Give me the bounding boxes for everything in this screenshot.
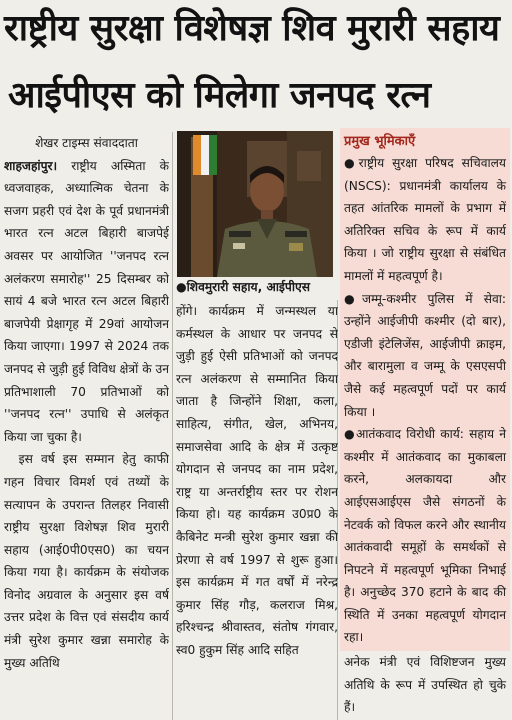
column-divider — [172, 132, 173, 720]
sidebar-item: ●राष्ट्रीय सुरक्षा परिषद सचिवालय (NSCS): प्रधानमंत्री कार्यालय के तहत आंतरिक मामलों के प्रभाग में अतिरिक्त सचिव के रूप में कार्य किया । जो राष्ट्रीय सुरक्षा से संबंधित मामलों में महत्वपूर्ण है। — [344, 156, 506, 283]
article-column-2 — [176, 300, 338, 720]
article-paragraph: इस वर्ष इस सम्मान हेतु काफी गहन विचार विमर्श एवं तथ्यों के सत्यापन के उपरान्त तिलहर निवासी राष्ट्रीय सुरक्षा विशेषज्ञ शिव मुरारी सहाय (आई0पी0एस0) का चयन किया गया है। कार्यक्रम के संयोजक विनोद अग्रवाल के अनुसार इस वर्ष उत्तर प्रदेश के वित्त एवं संसदीय कार्य मंत्री सुरेश कुमार खन्ना समारोह के मुख्य अतिथि — [4, 452, 169, 670]
article-text: राष्ट्रीय अस्मिता के ध्वजवाहक, अध्यात्मिक चेतना के सजग प्रहरी एवं देश के पूर्व प्रधानमंत्री भारत रत्न अटल बिहारी बाजपेई अवसर पर आयोजित ''जनपद रत्न अलंकरण समारोह'' 25 दिसम्बर को सायं 4 बजे भारत रत्न अटल बिहारी बाजपेयी प्रेक्षागृह में 29वां आयोजन किया जाएगा। 1997 से 2024 तक जनपद से जुड़ी हुई विविध क्षेत्रों के उन प्रतिभाशाली 70 प्रतिभाओं को ''जनपद रत्न'' उपाधि से अलंकृत किया जा चुका है। — [4, 158, 169, 444]
key-roles-sidebar — [340, 128, 510, 651]
dateline: शाहजहांपुर। — [4, 158, 58, 173]
article-column-3 — [340, 128, 510, 720]
headline-line-2: आईपीएस को मिलेगा जनपद रत्न — [8, 75, 431, 116]
article-paragraph: होंगे। कार्यक्रम में जन्मस्थल या कर्मस्थल के आधार पर जनपद से जुड़ी हुई ऐसी प्रतिभाओं को जनपद रत्न अलंकरण से सम्मानित किया जाता है जिन्होंने शिक्षा, कला, साहित्य, संगीत, खेल, अभिनय, समाजसेवा आदि के क्षेत्र में उत्कृष्ट योगदान से जनपद का नाम प्रदेश, राष्ट्र या अन्तर्राष्ट्रीय स्तर पर रोशन किया हो। यह कार्यक्रम उ0प्र0 के कैबिनेट मन्त्री सुरेश कुमार खन्ना की प्रेरणा से वर्ष 1997 से शुरू हुआ। इस कार्यक्रम में गत वर्षों में नरेन्द्र कुमार सिंह गौड़, कलराज मिश्र, हरिश्चन्द्र श्रीवास्तव, संतोष गंगवार, स्व0 हुकुम सिंह आदि सहित — [176, 304, 338, 657]
portrait-photo — [177, 131, 333, 277]
sidebar-item: ●जम्मू-कश्मीर पुलिस में सेवा: उन्होंने आईजीपी कश्मीर (दो बार), एडीजी इंटेलिजेंस, आईजीपी क्राइम, और बारामुला व जम्मू के एसएसपी जैसे कई महत्वपूर्ण पदों पर कार्य किया । — [344, 291, 506, 419]
photo-caption: ●शिवमुरारी सहाय, आईपीएस — [176, 280, 310, 294]
article-column-1 — [4, 132, 169, 720]
officer-portrait-image — [177, 131, 333, 277]
article-paragraph — [4, 155, 169, 449]
sidebar-title: प्रमुख भूमिकाएँ — [344, 134, 416, 149]
byline: शेखर टाइम्स संवाददाता — [35, 136, 138, 150]
sidebar-item: ●आतंकवाद विरोधी कार्य: सहाय ने कश्मीर में आतंकवाद का मुकाबला करने, अलकायदा और आईएसआईएस जैसे संगठनों के नेटवर्क को विफल करने और स्थानीय आतंकवादी समूहों के समर्थकों से निपटने में महत्वपूर्ण भूमिका निभाई है। अनुच्छेद 370 हटाने के बाद की स्थिति में उनका महत्वपूर्ण योगदान रहा। — [344, 427, 506, 645]
article-paragraph: अनेक मंत्री एवं विशिष्टजन मुख्य अतिथि के रूप में उपस्थित हो चुके हैं। — [344, 655, 506, 715]
headline-line-1: राष्ट्रीय सुरक्षा विशेषज्ञ शिव मुरारी सहाय — [4, 8, 500, 49]
